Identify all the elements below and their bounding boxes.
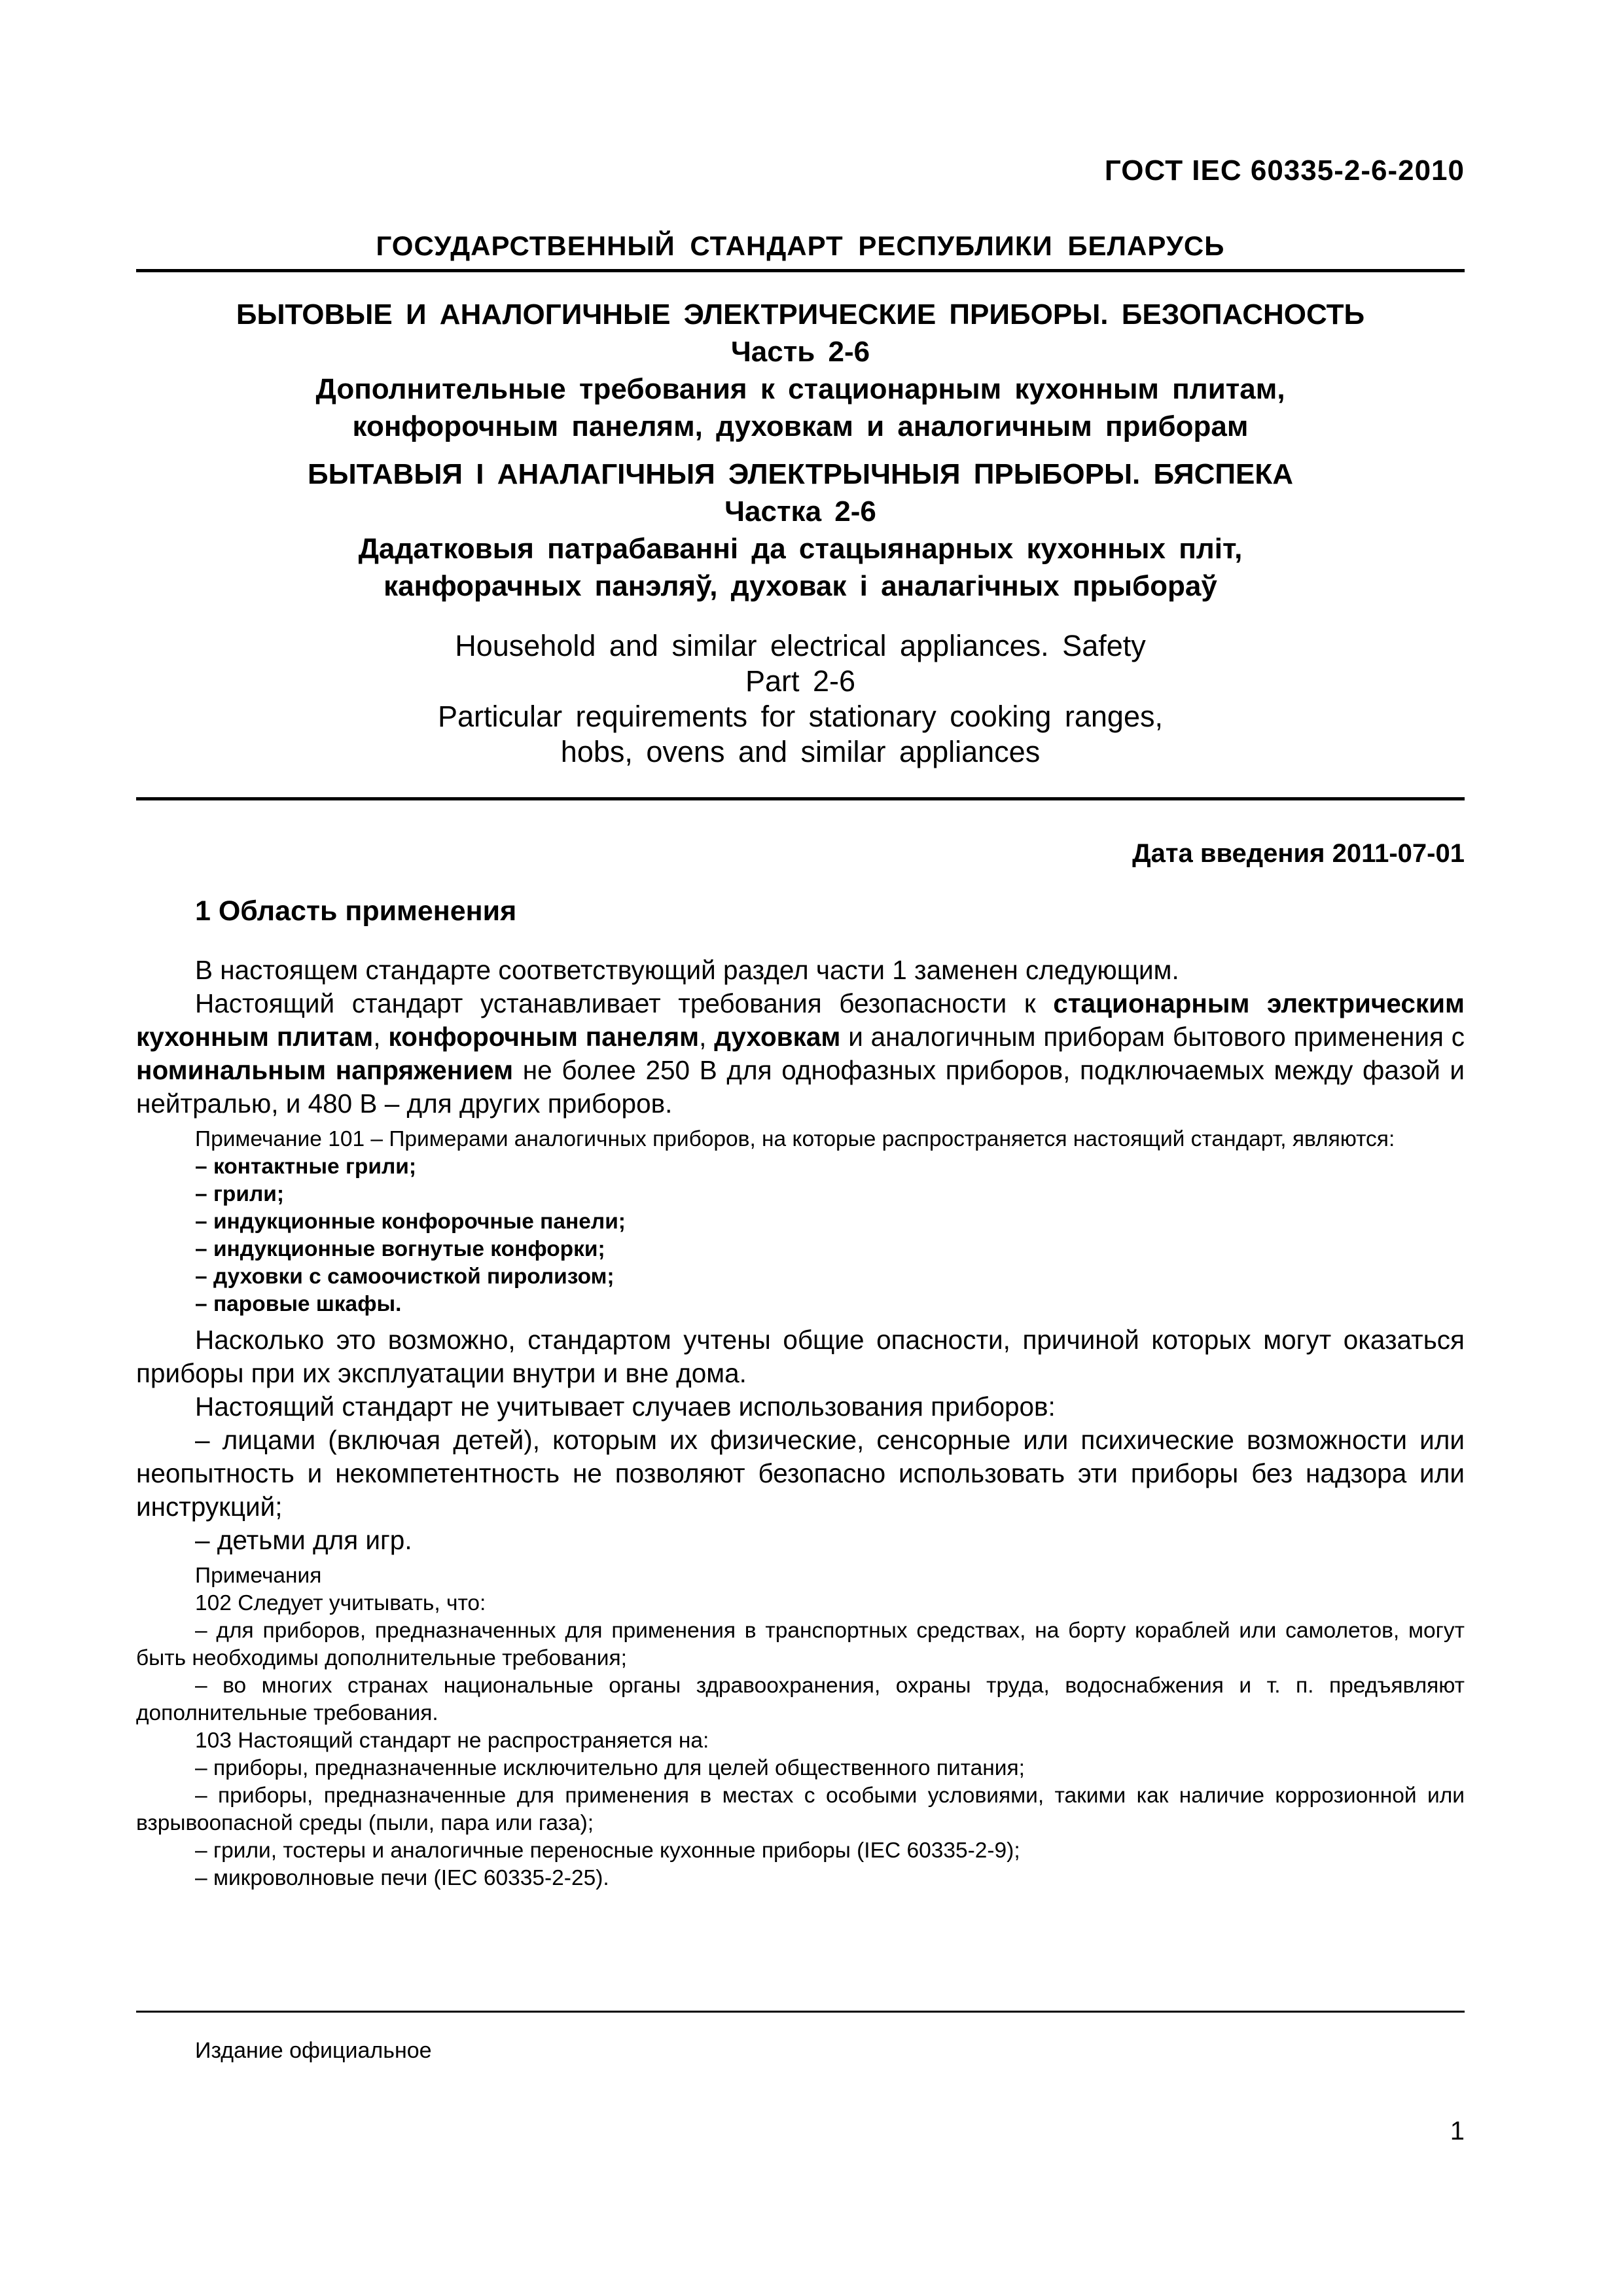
note-102: 102 Следует учитывать, что:	[195, 1591, 486, 1615]
note-item: – микроволновые печи (IEC 60335-2-25).	[195, 1866, 609, 1890]
title-by-line: Дадатковыя патрабаванні да стацыянарных кухонных пліт,	[358, 533, 1243, 565]
note-list-item: – грили;	[195, 1182, 284, 1206]
edition-label: Издание официальное	[195, 2038, 432, 2063]
title-en-line: Household and similar electrical appliances. Safety	[455, 629, 1146, 662]
note-list-item: – индукционные конфорочные панели;	[195, 1210, 626, 1234]
title-divider	[136, 797, 1465, 800]
title-english	[136, 628, 1465, 770]
footer-divider	[136, 2011, 1465, 2013]
title-en-part: Part 2-6	[745, 664, 856, 698]
note-list-item: – индукционные вогнутые конфорки;	[195, 1237, 605, 1261]
title-en-line: hobs, ovens and similar appliances	[560, 735, 1041, 768]
paragraph-scope: Настоящий стандарт устанавливает требования безопасности к стационарным электрическим кухонным плитам, конфорочным панелям, духовкам и аналогичным приборам бытового применения с номинальным напряжением не более 250 В для однофазных приборов, подключаемых между фазой и нейтралью, и 480 В – для других приборов.	[136, 988, 1465, 1119]
top-divider	[136, 269, 1465, 272]
title-belarusian	[136, 456, 1465, 605]
note-103: 103 Настоящий стандарт не распространяется на:	[195, 1729, 709, 1753]
note-list-item: – контактные грили;	[195, 1155, 416, 1179]
title-en-line: Particular requirements for stationary cooking ranges,	[437, 700, 1163, 733]
section-body	[136, 954, 1465, 1892]
note-item: – приборы, предназначенные для применения в местах с особыми условиями, такими как наличие коррозионной или взрывоопасной среды (пыли, пара или газа);	[136, 1784, 1465, 1835]
title-by-line: канфорачных панэляў, духовак і аналагічных прыбораў	[383, 570, 1217, 602]
note-list-item: – духовки с самоочисткой пиролизом;	[195, 1265, 615, 1289]
note-item: – во многих странах национальные органы здравоохранения, охраны труда, водоснабжения и т. п. предъявляют дополнительные требования.	[136, 1674, 1465, 1725]
title-ru-part: Часть 2-6	[730, 336, 870, 368]
title-ru-line: конфорочным панелям, духовкам и аналогичным приборам	[352, 410, 1249, 442]
paragraph: – лицами (включая детей), которым их физические, сенсорные или психические возможности или неопытность и некомпетентность не позволяют безопасно использовать эти приборы без надзора или инструкций;	[136, 1425, 1465, 1522]
title-by-line: БЫТАВЫЯ І АНАЛАГІЧНЫЯ ЭЛЕКТРЫЧНЫЯ ПРЫБОРЫ. БЯСПЕКА	[307, 458, 1294, 490]
document-code: ГОСТ IEC 60335-2-6-2010	[1104, 154, 1465, 187]
title-ru-line: Дополнительные требования к стационарным кухонным плитам,	[315, 373, 1285, 405]
date-of-introduction: Дата введения 2011-07-01	[1132, 839, 1465, 868]
paragraph: – детьми для игр.	[195, 1525, 412, 1555]
notes-title: Примечания	[195, 1564, 322, 1588]
paragraph: Насколько это возможно, стандартом учтены общие опасности, причиной которых могут оказаться приборы при их эксплуатации внутри и вне дома.	[136, 1325, 1465, 1388]
title-by-part: Частка 2-6	[724, 495, 876, 528]
note-item: – грили, тостеры и аналогичные переносные кухонные приборы (IEC 60335-2-9);	[195, 1839, 1020, 1863]
paragraph: В настоящем стандарте соответствующий раздел части 1 заменен следующим.	[195, 955, 1179, 985]
paragraph: Настоящий стандарт не учитывает случаев использования приборов:	[195, 1391, 1056, 1422]
note-item: – для приборов, предназначенных для применения в транспортных средствах, на борту кораблей или самолетов, могут быть необходимы дополнительные требования;	[136, 1619, 1465, 1670]
page-number: 1	[1450, 2117, 1465, 2145]
title-russian	[136, 296, 1465, 445]
note-item: – приборы, предназначенные исключительно для целей общественного питания;	[195, 1756, 1025, 1780]
title-ru-line: БЫТОВЫЕ И АНАЛОГИЧНЫЕ ЭЛЕКТРИЧЕСКИЕ ПРИБОРЫ. БЕЗОПАСНОСТЬ	[236, 298, 1365, 331]
section-title: 1 Область применения	[195, 895, 517, 927]
note-list-item: – паровые шкафы.	[195, 1292, 402, 1316]
note-101: Примечание 101 – Примерами аналогичных приборов, на которые распространяется настоящий стандарт, являются:	[195, 1127, 1395, 1151]
state-standard-heading: ГОСУДАРСТВЕННЫЙ СТАНДАРТ РЕСПУБЛИКИ БЕЛАРУСЬ	[376, 230, 1225, 261]
